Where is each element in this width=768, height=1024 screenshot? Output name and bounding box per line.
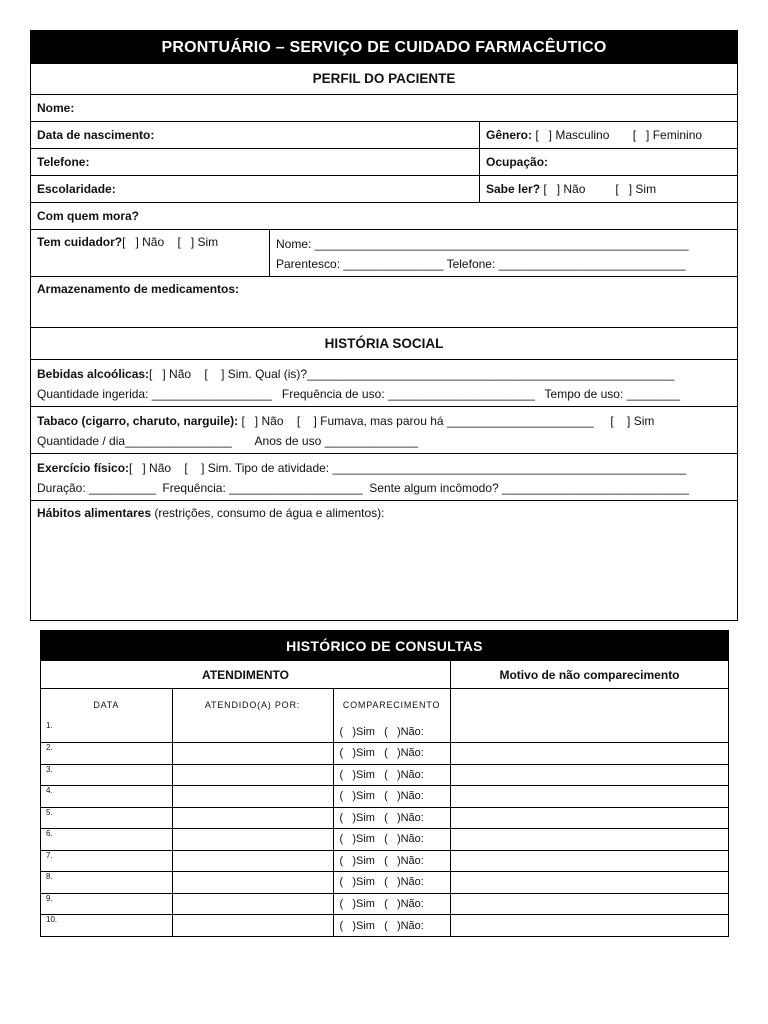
cuidador-field[interactable] bbox=[31, 230, 269, 276]
nome-label: Nome: bbox=[37, 101, 75, 115]
row-number: 7. bbox=[46, 850, 53, 860]
motivo-cell[interactable] bbox=[450, 743, 728, 765]
bebidas-label: Bebidas alcoólicas: bbox=[37, 367, 150, 381]
form-title: PRONTUÁRIO – SERVIÇO DE CUIDADO FARMACÊUTICO bbox=[31, 31, 737, 64]
habitos-label: Hábitos alimentares bbox=[37, 506, 152, 520]
table-row bbox=[41, 786, 728, 808]
motivo-cell[interactable] bbox=[450, 915, 728, 937]
table-row bbox=[41, 850, 728, 872]
motivo-header: Motivo de não comparecimento bbox=[450, 661, 728, 688]
row-number: 4. bbox=[46, 786, 53, 795]
row-nome bbox=[31, 95, 737, 122]
genero-field[interactable] bbox=[479, 122, 737, 148]
nascimento-label: Data de nascimento: bbox=[37, 128, 155, 142]
comparecimento-cell[interactable]: ( )Sim ( )Não: bbox=[333, 829, 450, 851]
data-cell[interactable] bbox=[41, 915, 172, 937]
table-row bbox=[41, 872, 728, 894]
consultation-history bbox=[40, 630, 729, 937]
section-patient-profile: PERFIL DO PACIENTE bbox=[31, 64, 737, 95]
col-comparecimento-header: COMPARECIMENTO bbox=[333, 689, 450, 721]
armazenamento-field[interactable] bbox=[31, 277, 737, 327]
table-row bbox=[41, 829, 728, 851]
bebidas-field[interactable] bbox=[31, 360, 737, 406]
atendido-cell[interactable] bbox=[172, 721, 333, 743]
comparecimento-cell[interactable]: ( )Sim ( )Não: bbox=[333, 915, 450, 937]
motivo-cell[interactable] bbox=[450, 893, 728, 915]
motivo-cell[interactable] bbox=[450, 829, 728, 851]
comparecimento-cell[interactable]: ( )Sim ( )Não: bbox=[333, 721, 450, 743]
motivo-cell[interactable] bbox=[450, 872, 728, 894]
motivo-cell[interactable] bbox=[450, 721, 728, 743]
data-cell[interactable] bbox=[41, 786, 172, 808]
telefone-label: Telefone: bbox=[37, 155, 90, 169]
data-cell[interactable] bbox=[41, 893, 172, 915]
atendido-cell[interactable] bbox=[172, 743, 333, 765]
row-com-quem-mora bbox=[31, 203, 737, 230]
exercicio-label: Exercício físico: bbox=[37, 461, 130, 475]
table-row bbox=[41, 807, 728, 829]
data-cell[interactable] bbox=[41, 743, 172, 765]
exercicio-options[interactable]: [ ] Não [ ] Sim. Tipo de atividade: _____________________________________________________ bbox=[129, 461, 687, 475]
nome-field[interactable] bbox=[31, 95, 737, 121]
tabaco-field[interactable] bbox=[31, 407, 737, 453]
atendido-cell[interactable] bbox=[172, 807, 333, 829]
ocupacao-label: Ocupação: bbox=[486, 155, 549, 169]
table-row bbox=[41, 764, 728, 786]
table-row bbox=[41, 893, 728, 915]
tabaco-line2[interactable]: Quantidade / dia________________ Anos de uso ______________ bbox=[37, 434, 419, 448]
row-number: 10. bbox=[46, 915, 58, 924]
col-data-header: DATA bbox=[41, 689, 172, 721]
sabe-ler-field[interactable] bbox=[479, 176, 737, 202]
row-number: 8. bbox=[46, 872, 53, 881]
tabaco-options[interactable]: [ ] Não [ ] Fumava, mas parou há ______________________ [ ] Sim bbox=[238, 414, 655, 428]
data-cell[interactable] bbox=[41, 829, 172, 851]
genero-options[interactable]: [ ] Masculino [ ] Feminino bbox=[532, 128, 703, 142]
row-number: 6. bbox=[46, 829, 53, 838]
atendido-cell[interactable] bbox=[172, 850, 333, 872]
atendido-cell[interactable] bbox=[172, 786, 333, 808]
data-cell[interactable] bbox=[41, 850, 172, 872]
data-cell[interactable] bbox=[41, 764, 172, 786]
armazenamento-label: Armazenamento de medicamentos: bbox=[37, 282, 240, 296]
cuidador-options[interactable]: [ ] Não [ ] Sim bbox=[122, 235, 219, 249]
atendido-cell[interactable] bbox=[172, 829, 333, 851]
data-cell[interactable] bbox=[41, 721, 172, 743]
comparecimento-cell[interactable]: ( )Sim ( )Não: bbox=[333, 764, 450, 786]
comparecimento-cell[interactable]: ( )Sim ( )Não: bbox=[333, 786, 450, 808]
atendimento-header: ATENDIMENTO bbox=[202, 667, 289, 682]
bebidas-line2[interactable]: Quantidade ingerida: __________________ Frequência de uso: ______________________ Tempo de uso: ________ bbox=[37, 387, 680, 401]
data-cell[interactable] bbox=[41, 872, 172, 894]
escolaridade-field[interactable] bbox=[31, 176, 479, 202]
cuidador-details bbox=[269, 230, 737, 276]
cuidador-nome-line[interactable]: Nome: ________________________________________________________ bbox=[276, 237, 689, 251]
com-quem-mora-field[interactable] bbox=[31, 203, 737, 229]
col-atendido-header: ATENDIDO(A) POR: bbox=[172, 689, 333, 721]
row-armazenamento bbox=[31, 277, 737, 328]
row-escolaridade bbox=[31, 176, 737, 203]
row-tabaco bbox=[31, 407, 737, 454]
row-cuidador bbox=[31, 230, 737, 277]
exercicio-field[interactable] bbox=[31, 454, 737, 500]
genero-label: Gênero: bbox=[486, 128, 533, 142]
sabe-ler-label: Sabe ler? bbox=[486, 182, 541, 196]
data-cell[interactable] bbox=[41, 807, 172, 829]
row-nascimento bbox=[31, 122, 737, 149]
habitos-desc: (restrições, consumo de água e alimentos): bbox=[151, 506, 385, 520]
nascimento-field[interactable] bbox=[31, 122, 479, 148]
row-bebidas bbox=[31, 360, 737, 407]
row-number: 5. bbox=[46, 807, 53, 817]
atendido-cell[interactable] bbox=[172, 915, 333, 937]
atendido-cell[interactable] bbox=[172, 872, 333, 894]
section-social-history: HISTÓRIA SOCIAL bbox=[31, 328, 737, 360]
table-row bbox=[41, 743, 728, 765]
consultas-group-header bbox=[41, 661, 728, 689]
habitos-field[interactable] bbox=[31, 501, 737, 620]
row-number: 9. bbox=[46, 893, 53, 903]
com-quem-mora-label: Com quem mora? bbox=[37, 209, 140, 223]
bebidas-options[interactable]: [ ] Não [ ] Sim. Qual (is)?_______________________________________________________ bbox=[149, 367, 675, 381]
consultas-title: HISTÓRICO DE CONSULTAS bbox=[41, 631, 728, 661]
tabaco-label: Tabaco (cigarro, charuto, narguile): bbox=[37, 414, 239, 428]
row-number: 1. bbox=[46, 721, 53, 730]
consultas-table bbox=[41, 689, 728, 936]
col-motivo-blank bbox=[450, 689, 728, 721]
escolaridade-label: Escolaridade: bbox=[37, 182, 116, 196]
patient-record-form bbox=[30, 30, 738, 621]
cuidador-label: Tem cuidador? bbox=[37, 235, 123, 249]
row-habitos bbox=[31, 501, 737, 620]
motivo-cell[interactable] bbox=[450, 764, 728, 786]
exercicio-line2[interactable]: Duração: __________ Frequência: ____________________ Sente algum incômodo? ____________________________ bbox=[37, 481, 689, 495]
telefone-field[interactable] bbox=[31, 149, 479, 175]
atendido-cell[interactable] bbox=[172, 764, 333, 786]
cuidador-parentesco-line[interactable]: Parentesco: _______________ Telefone: ____________________________ bbox=[276, 257, 686, 271]
row-number: 2. bbox=[46, 743, 53, 752]
consultas-column-headers bbox=[41, 689, 728, 721]
motivo-cell[interactable] bbox=[450, 807, 728, 829]
comparecimento-cell[interactable]: ( )Sim ( )Não: bbox=[333, 850, 450, 872]
motivo-cell[interactable] bbox=[450, 850, 728, 872]
comparecimento-cell[interactable]: ( )Sim ( )Não: bbox=[333, 893, 450, 915]
row-telefone bbox=[31, 149, 737, 176]
table-row bbox=[41, 721, 728, 743]
row-number: 3. bbox=[46, 764, 53, 774]
comparecimento-cell[interactable]: ( )Sim ( )Não: bbox=[333, 872, 450, 894]
sabe-ler-options[interactable]: [ ] Não [ ] Sim bbox=[540, 182, 657, 196]
ocupacao-field[interactable] bbox=[479, 149, 737, 175]
comparecimento-cell[interactable]: ( )Sim ( )Não: bbox=[333, 807, 450, 829]
atendido-cell[interactable] bbox=[172, 893, 333, 915]
comparecimento-cell[interactable]: ( )Sim ( )Não: bbox=[333, 743, 450, 765]
motivo-cell[interactable] bbox=[450, 786, 728, 808]
row-exercicio bbox=[31, 454, 737, 501]
table-row bbox=[41, 915, 728, 937]
